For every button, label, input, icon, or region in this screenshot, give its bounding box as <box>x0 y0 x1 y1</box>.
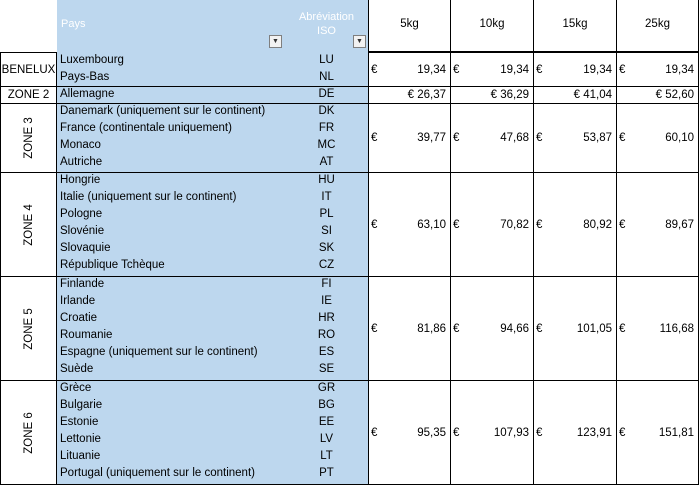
country-iso: NL <box>319 71 334 83</box>
currency-symbol: € <box>371 426 378 439</box>
country-iso: FR <box>318 122 335 134</box>
header-abbr-line2: ISO <box>317 25 336 37</box>
price-value: 19,34 <box>417 63 446 76</box>
country-iso: RO <box>317 329 336 341</box>
price-value: 116,68 <box>659 322 694 335</box>
header-pays-label: Pays <box>61 18 86 30</box>
currency-symbol: € <box>453 132 460 144</box>
currency-symbol: € <box>371 63 378 76</box>
price-value: € 52,60 <box>655 89 694 101</box>
country-iso: MC <box>317 139 336 151</box>
country-name: Danemark (uniquement sur le continent) <box>60 105 266 117</box>
zone-label-text: ZONE 4 <box>22 203 35 246</box>
country-iso: HU <box>318 174 335 186</box>
currency-symbol: € <box>371 132 378 144</box>
currency-symbol: € <box>536 63 543 76</box>
country-iso: PT <box>319 467 334 479</box>
currency-symbol: € <box>453 322 460 335</box>
country-iso: AT <box>319 156 334 168</box>
price-value: 19,34 <box>500 63 529 76</box>
country-name: Monaco <box>60 139 101 151</box>
zone-label-zone4 <box>0 172 57 276</box>
country-iso: ES <box>318 346 335 358</box>
country-name: Finlande <box>60 278 105 290</box>
country-iso: LT <box>320 450 333 462</box>
price-cell <box>617 276 699 380</box>
country-name: France (continentale uniquement) <box>60 122 232 134</box>
country-iso: SE <box>318 363 335 375</box>
price-value: € 26,37 <box>407 89 446 101</box>
country-iso: SK <box>318 242 335 254</box>
weight-label: 5kg <box>400 18 419 30</box>
country-name: Hongrie <box>60 174 101 186</box>
country-iso: LU <box>319 54 334 66</box>
price-cell <box>534 52 617 86</box>
currency-symbol: € <box>371 218 378 231</box>
price-value: 19,34 <box>665 63 694 76</box>
price-value: 94,66 <box>500 322 529 335</box>
price-cell <box>617 86 699 103</box>
country-iso: DE <box>318 88 335 100</box>
weight-label: 25kg <box>645 18 670 30</box>
filter-dropdown-icon[interactable]: ▼ <box>353 35 366 48</box>
filter-dropdown-icon[interactable]: ▼ <box>269 35 282 48</box>
price-value: 80,92 <box>583 218 612 231</box>
price-value: € 36,29 <box>490 89 529 101</box>
price-cell <box>368 103 451 172</box>
currency-symbol: € <box>453 426 460 439</box>
currency-symbol: € <box>619 218 626 231</box>
price-cell <box>368 172 451 276</box>
price-cell <box>534 86 617 103</box>
header-weight-25kg <box>617 0 699 52</box>
price-cell <box>617 172 699 276</box>
price-value: 63,10 <box>417 218 446 231</box>
price-cell <box>617 103 699 172</box>
country-name: Pologne <box>60 208 103 220</box>
country-name: Roumanie <box>60 329 113 341</box>
currency-symbol: € <box>453 218 460 231</box>
price-cell <box>368 52 451 86</box>
country-name: Lettonie <box>60 433 101 445</box>
price-cell <box>451 86 534 103</box>
price-value: 89,67 <box>665 218 694 231</box>
country-name: Estonie <box>60 416 99 428</box>
country-name: Lituanie <box>60 450 101 462</box>
price-value: 123,91 <box>576 426 612 439</box>
price-cell <box>534 172 617 276</box>
zone-label-text: ZONE 3 <box>22 117 35 159</box>
country-iso: GR <box>317 382 336 394</box>
country-name: Autriche <box>60 156 103 168</box>
country-name: Luxembourg <box>60 54 124 66</box>
currency-symbol: € <box>536 218 543 231</box>
weight-label: 15kg <box>562 18 588 30</box>
country-name: République Tchèque <box>60 259 165 271</box>
currency-symbol: € <box>619 322 626 335</box>
zone-label-text: ZONE 2 <box>7 89 50 101</box>
country-name: Slovaquie <box>60 242 111 254</box>
price-cell <box>534 103 617 172</box>
zone-label-zone6 <box>0 380 57 485</box>
price-value: 95,35 <box>417 426 446 439</box>
country-iso: DK <box>318 105 335 117</box>
currency-symbol: € <box>453 63 460 76</box>
zone-label-zone5 <box>0 276 57 380</box>
price-value: 81,86 <box>417 322 446 335</box>
country-iso: HR <box>318 312 335 324</box>
currency-symbol: € <box>619 426 626 439</box>
header-weight-10kg <box>451 0 534 52</box>
price-value: 39,77 <box>417 132 446 144</box>
weight-label: 10kg <box>479 18 505 30</box>
header-weight-5kg <box>368 0 451 52</box>
header-abbreviation <box>285 0 368 52</box>
price-cell <box>534 276 617 380</box>
zone-label-zone3 <box>0 103 57 172</box>
country-iso: IT <box>321 191 332 203</box>
currency-symbol: € <box>536 132 543 144</box>
country-name: Slovénie <box>60 225 105 237</box>
currency-symbol: € <box>536 322 543 335</box>
country-iso: BG <box>318 399 335 411</box>
country-name: Grèce <box>60 382 92 394</box>
price-value: 60,10 <box>665 132 694 144</box>
country-iso: CZ <box>318 259 335 271</box>
price-value: 151,81 <box>658 426 694 439</box>
price-cell <box>451 380 534 485</box>
price-cell <box>368 380 451 485</box>
country-name: Allemagne <box>60 88 115 100</box>
country-name: Italie (uniquement sur le continent) <box>60 191 237 203</box>
currency-symbol: € <box>371 322 378 335</box>
zone-label-benelux <box>0 52 57 86</box>
country-name: Portugal (uniquement sur le continent) <box>60 467 255 479</box>
country-iso: FI <box>321 278 332 290</box>
price-value: 101,05 <box>576 322 612 335</box>
currency-symbol: € <box>619 63 626 76</box>
zone-divider <box>57 484 368 485</box>
country-iso: LV <box>319 433 334 445</box>
header-abbr-line1: Abréviation <box>298 11 355 23</box>
currency-symbol: € <box>619 132 626 144</box>
header-weight-15kg <box>534 0 617 52</box>
price-cell <box>617 380 699 485</box>
price-cell <box>451 103 534 172</box>
price-cell <box>451 172 534 276</box>
currency-symbol: € <box>536 426 543 439</box>
country-name: Suède <box>60 363 94 375</box>
header-pays <box>57 0 285 52</box>
country-name: Pays-Bas <box>60 71 110 83</box>
country-iso: IE <box>321 295 332 307</box>
zone-label-text: BENELUX <box>1 63 56 76</box>
country-name: Bulgarie <box>60 399 103 411</box>
country-iso: SI <box>321 225 332 237</box>
price-cell <box>368 276 451 380</box>
country-name: Croatie <box>60 312 98 324</box>
price-value: 47,68 <box>500 132 529 144</box>
country-name: Espagne (uniquement sur le continent) <box>60 346 258 358</box>
price-value: 107,93 <box>493 426 529 439</box>
price-cell <box>451 52 534 86</box>
price-value: 70,82 <box>500 218 529 231</box>
price-cell <box>451 276 534 380</box>
zone-label-text: ZONE 5 <box>22 307 35 350</box>
price-value: € 41,04 <box>573 89 612 101</box>
country-iso: PL <box>319 208 334 220</box>
zone-label-zone2 <box>0 86 57 103</box>
zone-label-text: ZONE 6 <box>22 411 35 454</box>
price-cell <box>368 86 451 103</box>
country-name: Irlande <box>60 295 96 307</box>
country-iso: EE <box>318 416 335 428</box>
price-cell <box>534 380 617 485</box>
price-cell <box>617 52 699 86</box>
price-value: 53,87 <box>583 132 612 144</box>
price-value: 19,34 <box>583 63 612 76</box>
